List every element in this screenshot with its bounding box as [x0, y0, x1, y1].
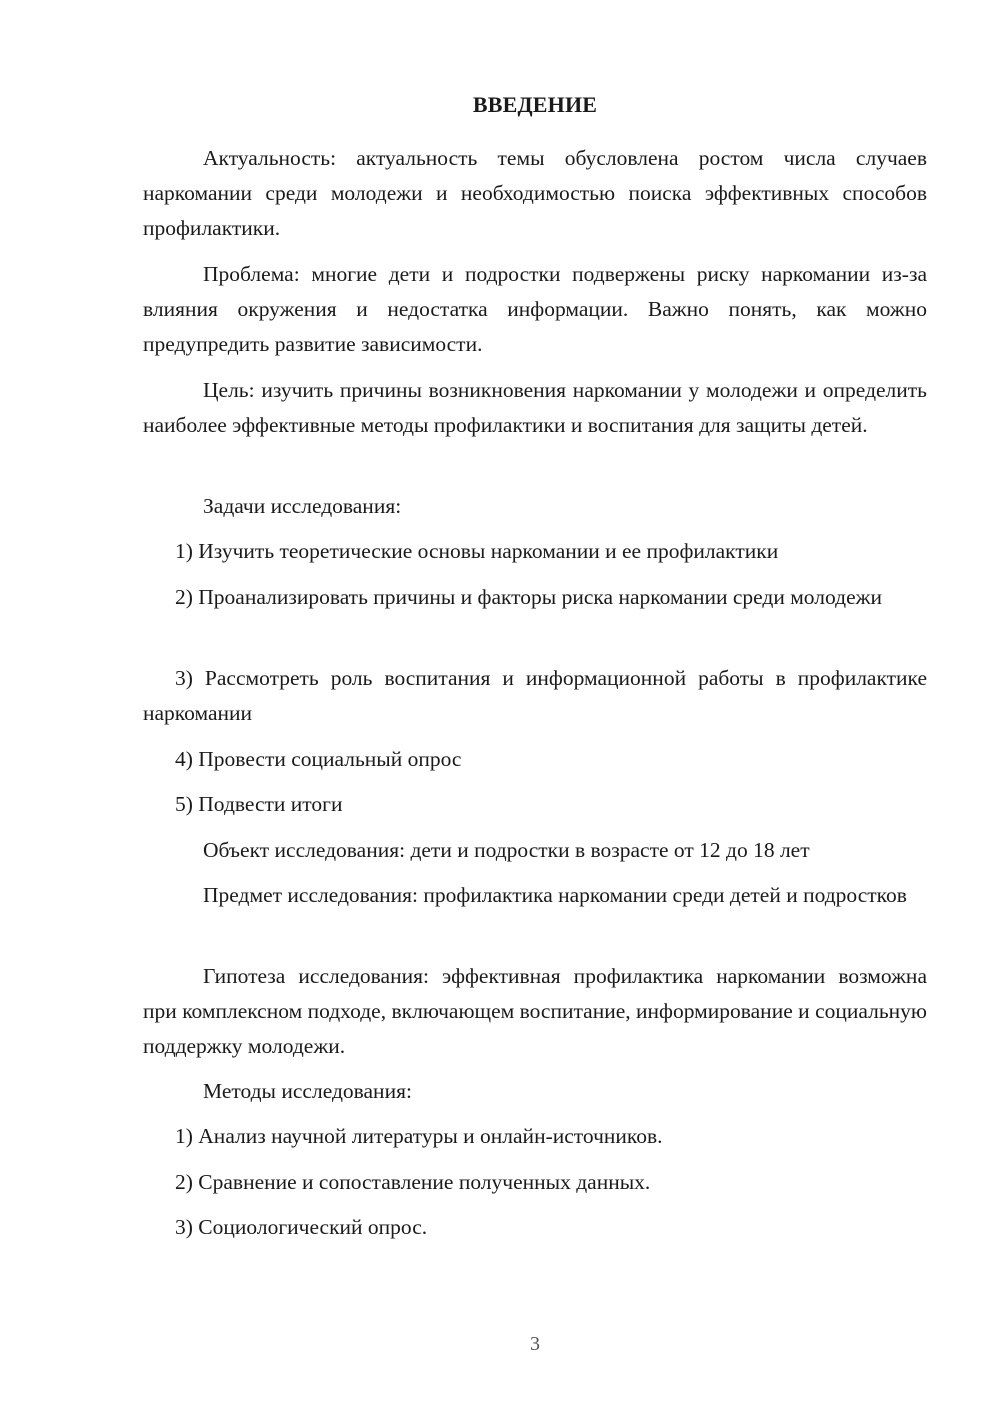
task-item-4: 4) Провести социальный опрос	[175, 747, 462, 771]
task-item-1: 1) Изучить теоретические основы наркомании и ее профилактики	[175, 539, 779, 563]
problem-paragraph: Проблема: многие дети и подростки подвержены риску наркомании из-за влияния окружения и недостатка информации. Важно понять, как можно предупредить развитие зависимости.	[143, 262, 927, 356]
relevance-paragraph: Актуальность: актуальность темы обусловлена ростом числа случаев наркомании среди молодежи и необходимостью поиска эффективных способов профилактики.	[143, 146, 927, 240]
subject-paragraph: Предмет исследования: профилактика наркомании среди детей и подростков	[203, 883, 907, 907]
method-item-1: 1) Анализ научной литературы и онлайн-источников.	[175, 1124, 663, 1148]
method-item-3: 3) Социологический опрос.	[175, 1215, 428, 1239]
task-item-2: 2) Проанализировать причины и факторы риска наркомании среди молодежи	[175, 585, 882, 609]
methods-title: Методы исследования:	[203, 1079, 412, 1103]
tasks-title: Задачи исследования:	[203, 494, 402, 518]
document-page	[143, 0, 927, 1414]
method-item-2: 2) Сравнение и сопоставление полученных данных.	[175, 1170, 651, 1194]
page-number: 3	[530, 1333, 540, 1355]
task-item-5: 5) Подвести итоги	[175, 792, 343, 816]
task-item-3: 3) Рассмотреть роль воспитания и информационной работы в профилактике наркомании	[143, 666, 927, 725]
goal-paragraph: Цель: изучить причины возникновения наркомании у молодежи и определить наиболее эффективные методы профилактики и воспитания для защиты детей.	[143, 378, 927, 437]
hypothesis-paragraph: Гипотеза исследования: эффективная профилактика наркомании возможна при комплексном подходе, включающем воспитание, информирование и социальную поддержку молодежи.	[143, 964, 927, 1058]
object-paragraph: Объект исследования: дети и подростки в возрасте от 12 до 18 лет	[203, 838, 810, 862]
section-heading: ВВЕДЕНИЕ	[472, 92, 598, 117]
